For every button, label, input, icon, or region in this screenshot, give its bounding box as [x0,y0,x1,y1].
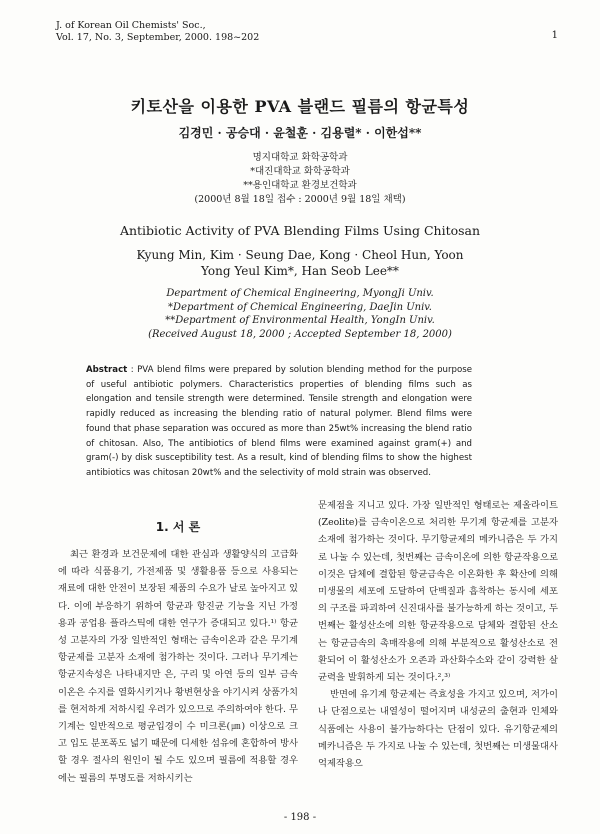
page-number-bottom: - 198 - [283,812,317,823]
paper-title-english: Antibiotic Activity of PVA Blending Films Using Chitosan [119,223,481,238]
authors-line: Kyung Min, Kim · Seung Dae, Kong · Cheol Hun, Yoon [136,248,464,262]
affiliations-korean [0,151,600,207]
affiliation-line: *Department of Chemical Engineering, DaeJin Univ. [168,301,432,313]
journal-name: J. of Korean Oil Chemists' Soc., [56,20,206,31]
affiliation-line: *대진대학교 화학공학과 [250,166,350,177]
body-paragraph: 최근 환경과 보건문제에 대한 관심과 생활양식의 고급화에 따라 식품용기, 가전제품 및 생활용품 등으로 사용되는 재료에 대한 안전이 보장된 제품의 수요가 날로 높아지고 있다. 이에 부응하기 위하여 항균과 항진균 기능을 지닌 가정용과 공업용 플라스틱에 대한 연구가 증대되고 있다.¹⁾ 항균성 고분자의 가장 일반적인 형태는 금속이온과 같은 무기계 항균제를 고분자 소재에 첨가하는 것이다. 그러나 무기계는 항균지속성은 나타내지만 은, 구리 및 아연 등의 일부 금속이온은 수지를 열화시키거나 황변현상을 야기시켜 상품가치를 현저하게 저하시킬 우려가 있으므로 주의하여야 한다. 무기계는 일반적으로 평균입경이 수 미크론(㎛) 이상으로 크고 입도 분포폭도 넓기 때문에 디세한 섬유에 혼합하여 방사할 경우 절사의 원인이 될 수도 있으며 필름에 적용할 경우에는 필름의 투명도를 저하시키는 [58,549,298,784]
paper-title-korean: 키토산을 이용한 PVA 블랜드 필름의 항균특성 [130,97,470,116]
authors-korean: 김경민 · 공승대 · 윤철훈 · 김용렬* · 이한섭** [178,126,422,140]
column-left [58,520,298,787]
abstract-label: Abstract [86,365,128,375]
affiliations-english [0,287,600,341]
page-number-top: 1 [551,30,558,41]
authors-english [0,247,600,279]
received-date: (2000년 8월 18일 접수 : 2000년 9월 18일 채택) [194,194,406,205]
body-paragraph: 반면에 유기계 항균제는 즉효성을 가지고 있으며, 저가이나 단점으로는 내열성이 떨어지며 내성균의 출현과 인체와 식품에는 사용이 불가능하다는 단점이 있다. 유기항균제의 메카니즘은 두 가지로 나눌 수 있는데, 첫번째는 미생물대사 억제작용으 [318,689,558,770]
body-paragraph: 문제점을 지니고 있다. 가장 일반적인 형태로는 제올라이트(Zeolite)를 금속이온으로 처리한 무기계 항균제를 고분자 소재에 첨가하는 것이다. 무기항균제의 메카니즘은 두 가지로 나눌 수 있는데, 첫번째는 금속이온에 의한 항균작용으로 이것은 담체에 결합된 항균금속은 이온화한 후 확산에 의해 미생물의 세포에 도달하여 단백질과 흡착하는 동시에 세포의 구조를 파괴하여 신진대사를 불가능하게 하는 것이고, 두번째는 활성산소에 의한 항균작용으로 담체와 결합된 산소는 항균금속의 촉매작용에 의해 부분적으로 활성산소로 전환되어 이 활성산소가 오존과 과산화수소와 같이 강력한 살균력을 발휘하게 되는 것이다.²,³⁾ [318,500,558,684]
abstract [86,363,472,481]
received-date: (Received August 18, 2000 ; Accepted September 18, 2000) [148,328,452,340]
authors-line: Yong Yeul Kim*, Han Seob Lee** [201,264,399,278]
affiliation-line: Department of Chemical Engineering, MyongJi Univ. [166,288,434,299]
affiliation-line: 명지대학교 화학공학과 [252,152,348,163]
column-right [318,497,558,772]
affiliation-line: **Department of Environmental Health, YongIn Univ. [165,315,435,326]
abstract-text: : PVA blend films were prepared by solution blending method for the purpose of useful antibiotic polymers. Characteristics properties of blending films such as elongation and tensile strength were determined. Tensile strength and elongation were rapidly reduced as increasing the blending ratio of natural polymer. Blend films were found that phase separation was occured as more than 25wt% increasing the blend ratio of chitosan. Also, The antibiotics of blend films were examined against gram(+) and gram(-) by disk susceptibility test. As a result, kind of blending films to show the highest antibiotics was chitosan 20wt% and the selectivity of mold strain was observed. [86,365,472,478]
section-heading: 1. 서 론 [155,520,201,534]
affiliation-line: **용인대학교 환경보건학과 [243,180,357,191]
journal-volume: Vol. 17, No. 3, September, 2000. 198~202 [56,32,260,43]
journal-citation [56,20,259,44]
